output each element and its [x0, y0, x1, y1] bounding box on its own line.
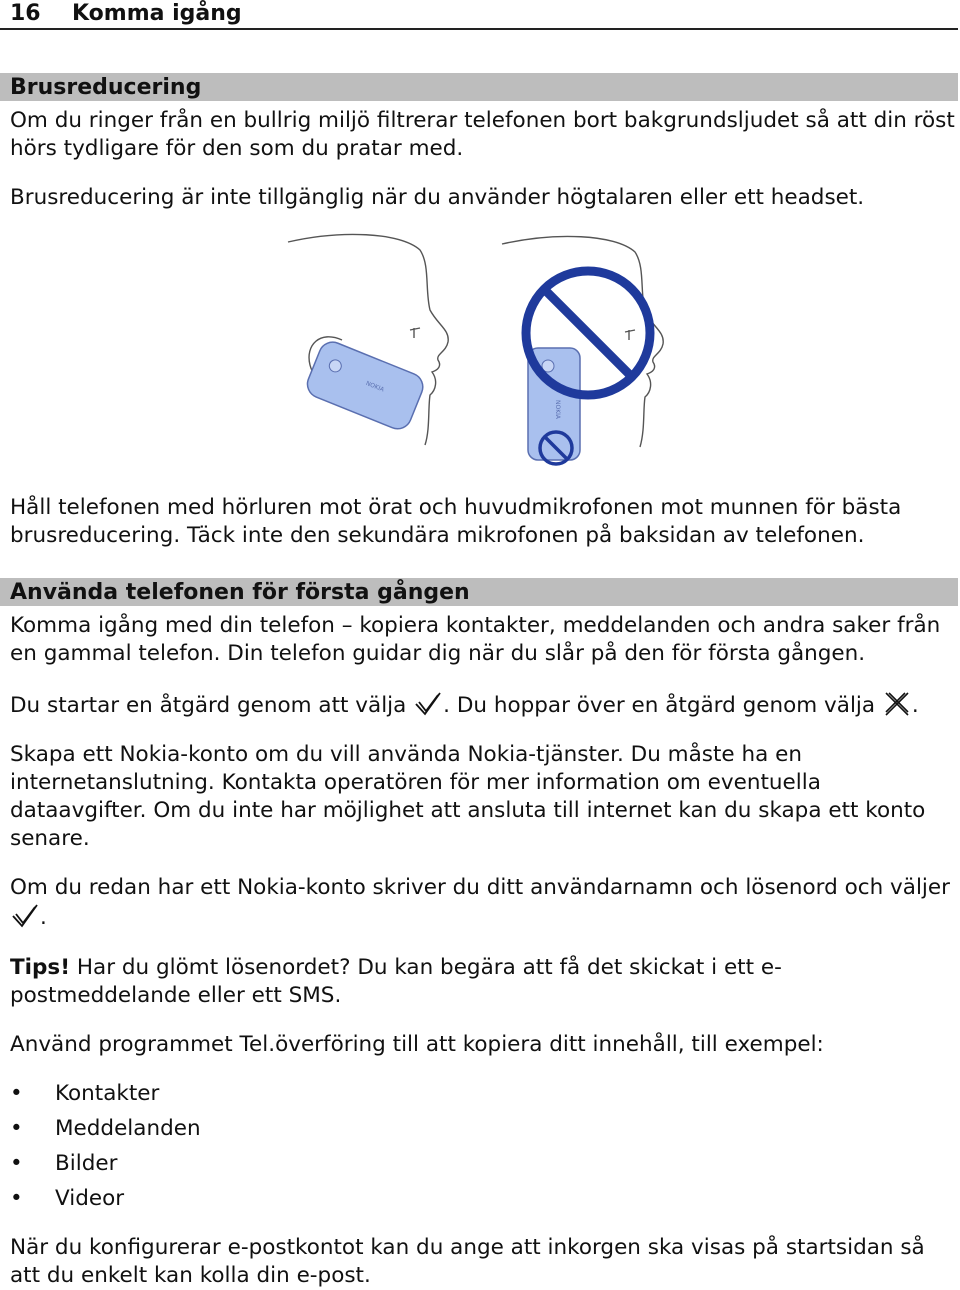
section-heading-first-use: Använda telefonen för första gången [0, 578, 958, 606]
chapter-title: Komma igång [72, 1, 242, 26]
phone-holding-illustration [280, 230, 680, 475]
paragraph-existing-account [10, 874, 955, 932]
tip-paragraph [10, 954, 955, 1010]
bullet-icon: • [10, 1186, 23, 1211]
paragraph-select-skip [10, 690, 955, 720]
phone-brand-right: NOKIA [554, 400, 561, 420]
paragraph: Komma igång med din telefon – kopiera kontakter, meddelanden och andra saker från en gammal telefon. Din telefon guidar dig när du slår på den för första gången. [10, 613, 941, 666]
list-item-text: Meddelanden [55, 1116, 201, 1141]
tip-text: Har du glömt lösenordet? Du kan begära att få det skickat i ett e-postmeddelande eller ett SMS. [10, 955, 782, 1008]
check-icon [413, 690, 443, 718]
cross-icon [882, 690, 912, 718]
prohibited-icon [526, 271, 650, 395]
phone-left [303, 338, 427, 433]
check-icon [10, 902, 40, 930]
list-item-text: Kontakter [55, 1081, 160, 1106]
list-item-text: Bilder [55, 1151, 118, 1176]
list-item [0, 1078, 950, 1113]
page-header [0, 0, 958, 30]
text-segment: . Du hoppar över en åtgärd genom välja [443, 693, 876, 718]
paragraph: Om du ringer från en bullrig miljö filtrerar telefonen bort bakgrundsljudet så att din röst hörs tydligare för den som du pratar med. [10, 108, 955, 161]
list-item [0, 1148, 950, 1183]
list-item-text: Videor [55, 1186, 125, 1211]
tip-label: Tips! [10, 955, 71, 980]
paragraph: När du konfigurerar e-postkontot kan du ange att inkorgen ska visas på startsidan så att du enkelt kan kolla din e-post. [10, 1235, 925, 1288]
list-item [0, 1113, 950, 1148]
text-segment: . [40, 905, 47, 930]
bullet-icon: • [10, 1151, 23, 1176]
bullet-icon: • [10, 1116, 23, 1141]
bullet-icon: • [10, 1081, 23, 1106]
section-heading-noise-reduction: Brusreducering [0, 73, 958, 101]
text-segment: Om du redan har ett Nokia-konto skriver du ditt användarnamn och lösenord och väljer [10, 875, 950, 900]
paragraph: Använd programmet Tel.överföring till att kopiera ditt innehåll, till exempel: [10, 1032, 824, 1057]
page-number: 16 [10, 1, 41, 26]
paragraph: Håll telefonen med hörluren mot örat och huvudmikrofonen mot munnen för bästa brusreducering. Täck inte den sekundära mikrofonen på baksidan av telefonen. [10, 495, 902, 548]
paragraph: Skapa ett Nokia-konto om du vill använda Nokia-tjänster. Du måste ha en internetanslutning. Kontakta operatören för mer information om eventuella dataavgifter. Om du inte har möjlighet att ansluta till internet kan du skapa ett konto senare. [10, 742, 926, 851]
bullet-list [0, 1078, 950, 1218]
paragraph: Brusreducering är inte tillgänglig när du använder högtalaren eller ett headset. [10, 185, 865, 210]
text-segment: . [911, 693, 919, 718]
list-item [0, 1183, 950, 1218]
phone-brand-left: NOKIA [364, 379, 386, 394]
text-segment: Du startar en åtgärd genom att välja [10, 693, 407, 718]
